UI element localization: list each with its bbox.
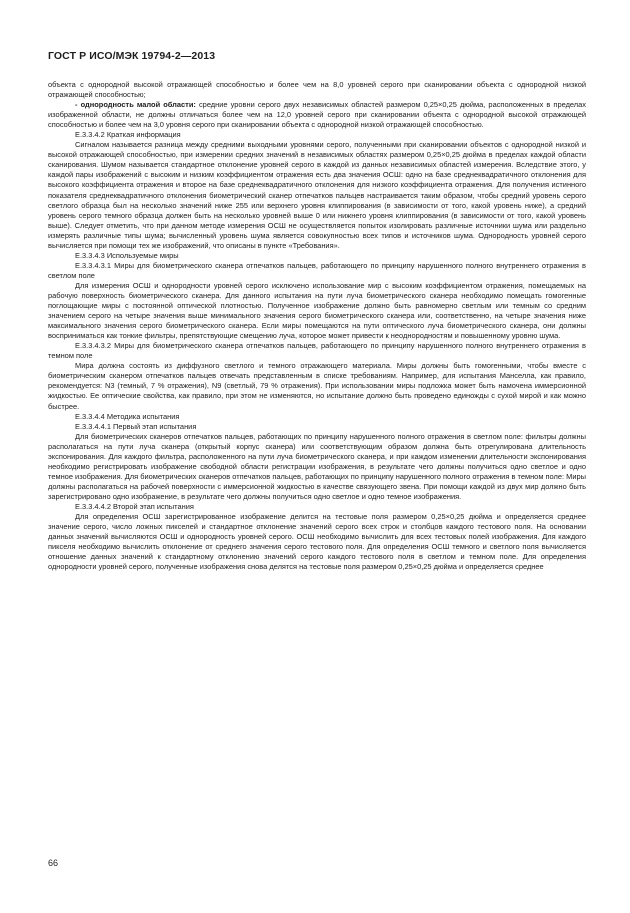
paragraph-p3 — [48, 130, 586, 140]
paragraph-text: Е.3.3.4.2 Краткая информация — [75, 130, 181, 140]
paragraph-text: Для измерения ОСШ и однородности уровней серого исключено использование мир с высоким коэффициентом отражения, помещаемых на рабочую поверхность биометрического сканера. Для данного испытания на пути луча биометрического сканера необходимо помещать гомогенные поглощающие миры с постоянной оптической плотностью. Полученное изображение должно быть равномерно светлым или темным со средним значением серого на четыре значения выше минимального значения серого биометрического сканера или, соответственно, на четыре значения ниже максимального значения серого биометрического сканера. Если миры помещаются на пути оптического луча биометрического сканера, они должны восприниматься как тонкие фильтры, препятствующие смещению луча, которое может привести к неоднородностям и повышенному уровню шума. — [48, 280, 586, 341]
document-body — [48, 80, 586, 572]
paragraph-p13 — [48, 502, 586, 512]
paragraph-text: Е.3.3.4.4 Методика испытания — [75, 411, 180, 421]
page-header-title: ГОСТ Р ИСО/МЭК 19794-2—2013 — [48, 50, 216, 62]
paragraph-p5 — [48, 251, 586, 261]
paragraph-p10 — [48, 412, 586, 422]
paragraph-text: Для биометрических сканеров отпечатков пальцев, работающих по принципу нарушенного полного отражения в светлом поле: фильтры должны располагаться на пути луча сканера (открытый корпус сканера) или соответствующим образом должна быть отрегулирована длительность экспонирования. Для каждого фильтра, расположенного на пути луча биометрического сканера, и при каждом изменении длительности экспонирования необходимо регистрировать изображение свободной области регистрации изображения, в результате чего должны получиться одно светлое и одно темное изображения. Для биометрических сканеров отпечатков пальцев, работающих по принципу нарушенного полного отражения в темном поле: Миры должны располагаться на рабочей поверхности с иммерсионной жидкостью в качестве связующего звена. При помощи каждой из двух мир должно быть зарегистрировано одно изображение, в результате чего должны получиться одно светлое и одно темное изображения. — [48, 431, 586, 501]
paragraph-p4 — [48, 140, 586, 251]
paragraph-text: Мира должна состоять из диффузного светлого и темного отражающего материала. Миры должны быть гомогенными, чтобы вместе с биометрическим сканером отпечатков пальцев отвечать представленным в списке требованиям. Например, для испытания Манселла, как правило, рекомендуется: N3 (темный, 7 % отражения), N9 (светлый, 79 % отражения). При использовании миры подложка может быть намочена иммерсионной жидкостью. Ее оптические свойства, как правило, при этом не изменяются, но испытание должно быть проведено единожды с сухой мирой и как можно быстрее. — [48, 361, 586, 411]
page-number: 66 — [48, 858, 59, 868]
paragraph-text: средние уровни серого двух независимых областей размером 0,25×0,25 дюйма, расположенных в пределах изображенной области, не должны отличаться более чем на 12,0 уровней серого при сканировании объекта с однородной высокой отражающей способностью и более чем на 3,0 уровня серого при сканировании объекта с однородной низкой отражающей способностью. — [48, 100, 586, 130]
paragraph-bold-term: - однородность малой области: — [75, 100, 196, 110]
paragraph-text: Сигналом называется разница между средними выходными уровнями серого, полученными при сканировании объектов с однородной низкой и высокой отражающей способностью, при измерении средних значений в независимых областях размером 0,25×0,25 дюйма в пределах каждой области сканирования. Шумом называется стандартное отклонение уровней серого в каждой из данных независимых областей измерения. Вследствие этого, у каждой пары изображений с высоким и низким коэффициентом отражения есть два значения ОСШ: одно на базе среднеквадратичного отклонения для высокого коэффициента отражения и второе на базе среднеквадратичного отклонения для низкого коэффициента отражения. Для получения истинного показателя среднеквадратичного отклонения биометрический сканер отпечатков пальцев настраивается таким образом, чтобы средний уровень серого светлого образца был на несколько значений ниже 255 или верхнего уровня клиппирования (в зависимости от того, какой уровень ниже), а средний уровень серого темного образца должен быть на несколько уровней выше 0 или нижнего уровня клиппирования (в зависимости от того, какой уровень выше). Следует отметить, что при данном методе измерения ОСШ не осуществляется попыток изолировать различные источники шума или раздельно измерять различные типы шума; вычисленный уровень шума является совокупностью всех типов и источников шума. Однородность уровней серого вычисляется при помощи тех же изображений, что описаны в пункте «Требования». — [48, 140, 586, 250]
paragraph-p11 — [48, 422, 586, 432]
paragraph-text: Е.3.3.4.3 Используемые миры — [75, 250, 179, 260]
paragraph-p1 — [48, 80, 586, 100]
paragraph-text: Е.3.3.4.3.1 Миры для биометрического сканера отпечатков пальцев, работающего по принципу нарушенного полного внутреннего отражения в светлом поле — [48, 260, 586, 280]
paragraph-p14 — [48, 512, 586, 572]
paragraph-p9 — [48, 361, 586, 411]
paragraph-p7 — [48, 281, 586, 341]
paragraph-text: Е.3.3.4.4.1 Первый этап испытания — [75, 421, 197, 431]
paragraph-p2 — [48, 100, 586, 130]
paragraph-text: Для определения ОСШ зарегистрированное изображение делится на тестовые поля размером 0,25×0,25 дюйма и определяется среднее значение серого, число ложных пикселей и стандартное отклонение значений серого всех строк и столбцов каждого тестового поля. На основании данных значений вычисляются ОСШ и однородность уровней серого. ОСШ необходимо вычислить для всех тестовых полей изображения. Для каждого пикселя необходимо вычислить отклонение от среднего значения серого тестового поля. Для определения ОСШ темного и светлого поля вычисляется отношение данных значений к стандартному отклонению значений серого каждого тестового поля в светлом и темном поле. Для определения однородности уровней серого, полученные изображения снова делятся на тестовые поля размером 0,25×0,25 дюйма и определяется среднее — [48, 512, 586, 572]
paragraph-text: объекта с однородной высокой отражающей способностью и более чем на 8,0 уровней серого при сканировании объекта с однородной низкой отражающей способностью; — [48, 80, 586, 100]
paragraph-p12 — [48, 432, 586, 502]
paragraph-p8 — [48, 341, 586, 361]
paragraph-text: Е.3.3.4.4.2 Второй этап испытания — [75, 501, 194, 511]
paragraph-text: Е.3.3.4.3.2 Миры для биометрического сканера отпечатков пальцев, работающего по принципу нарушенного полного внутреннего отражения в темном поле — [48, 341, 586, 361]
paragraph-p6 — [48, 261, 586, 281]
